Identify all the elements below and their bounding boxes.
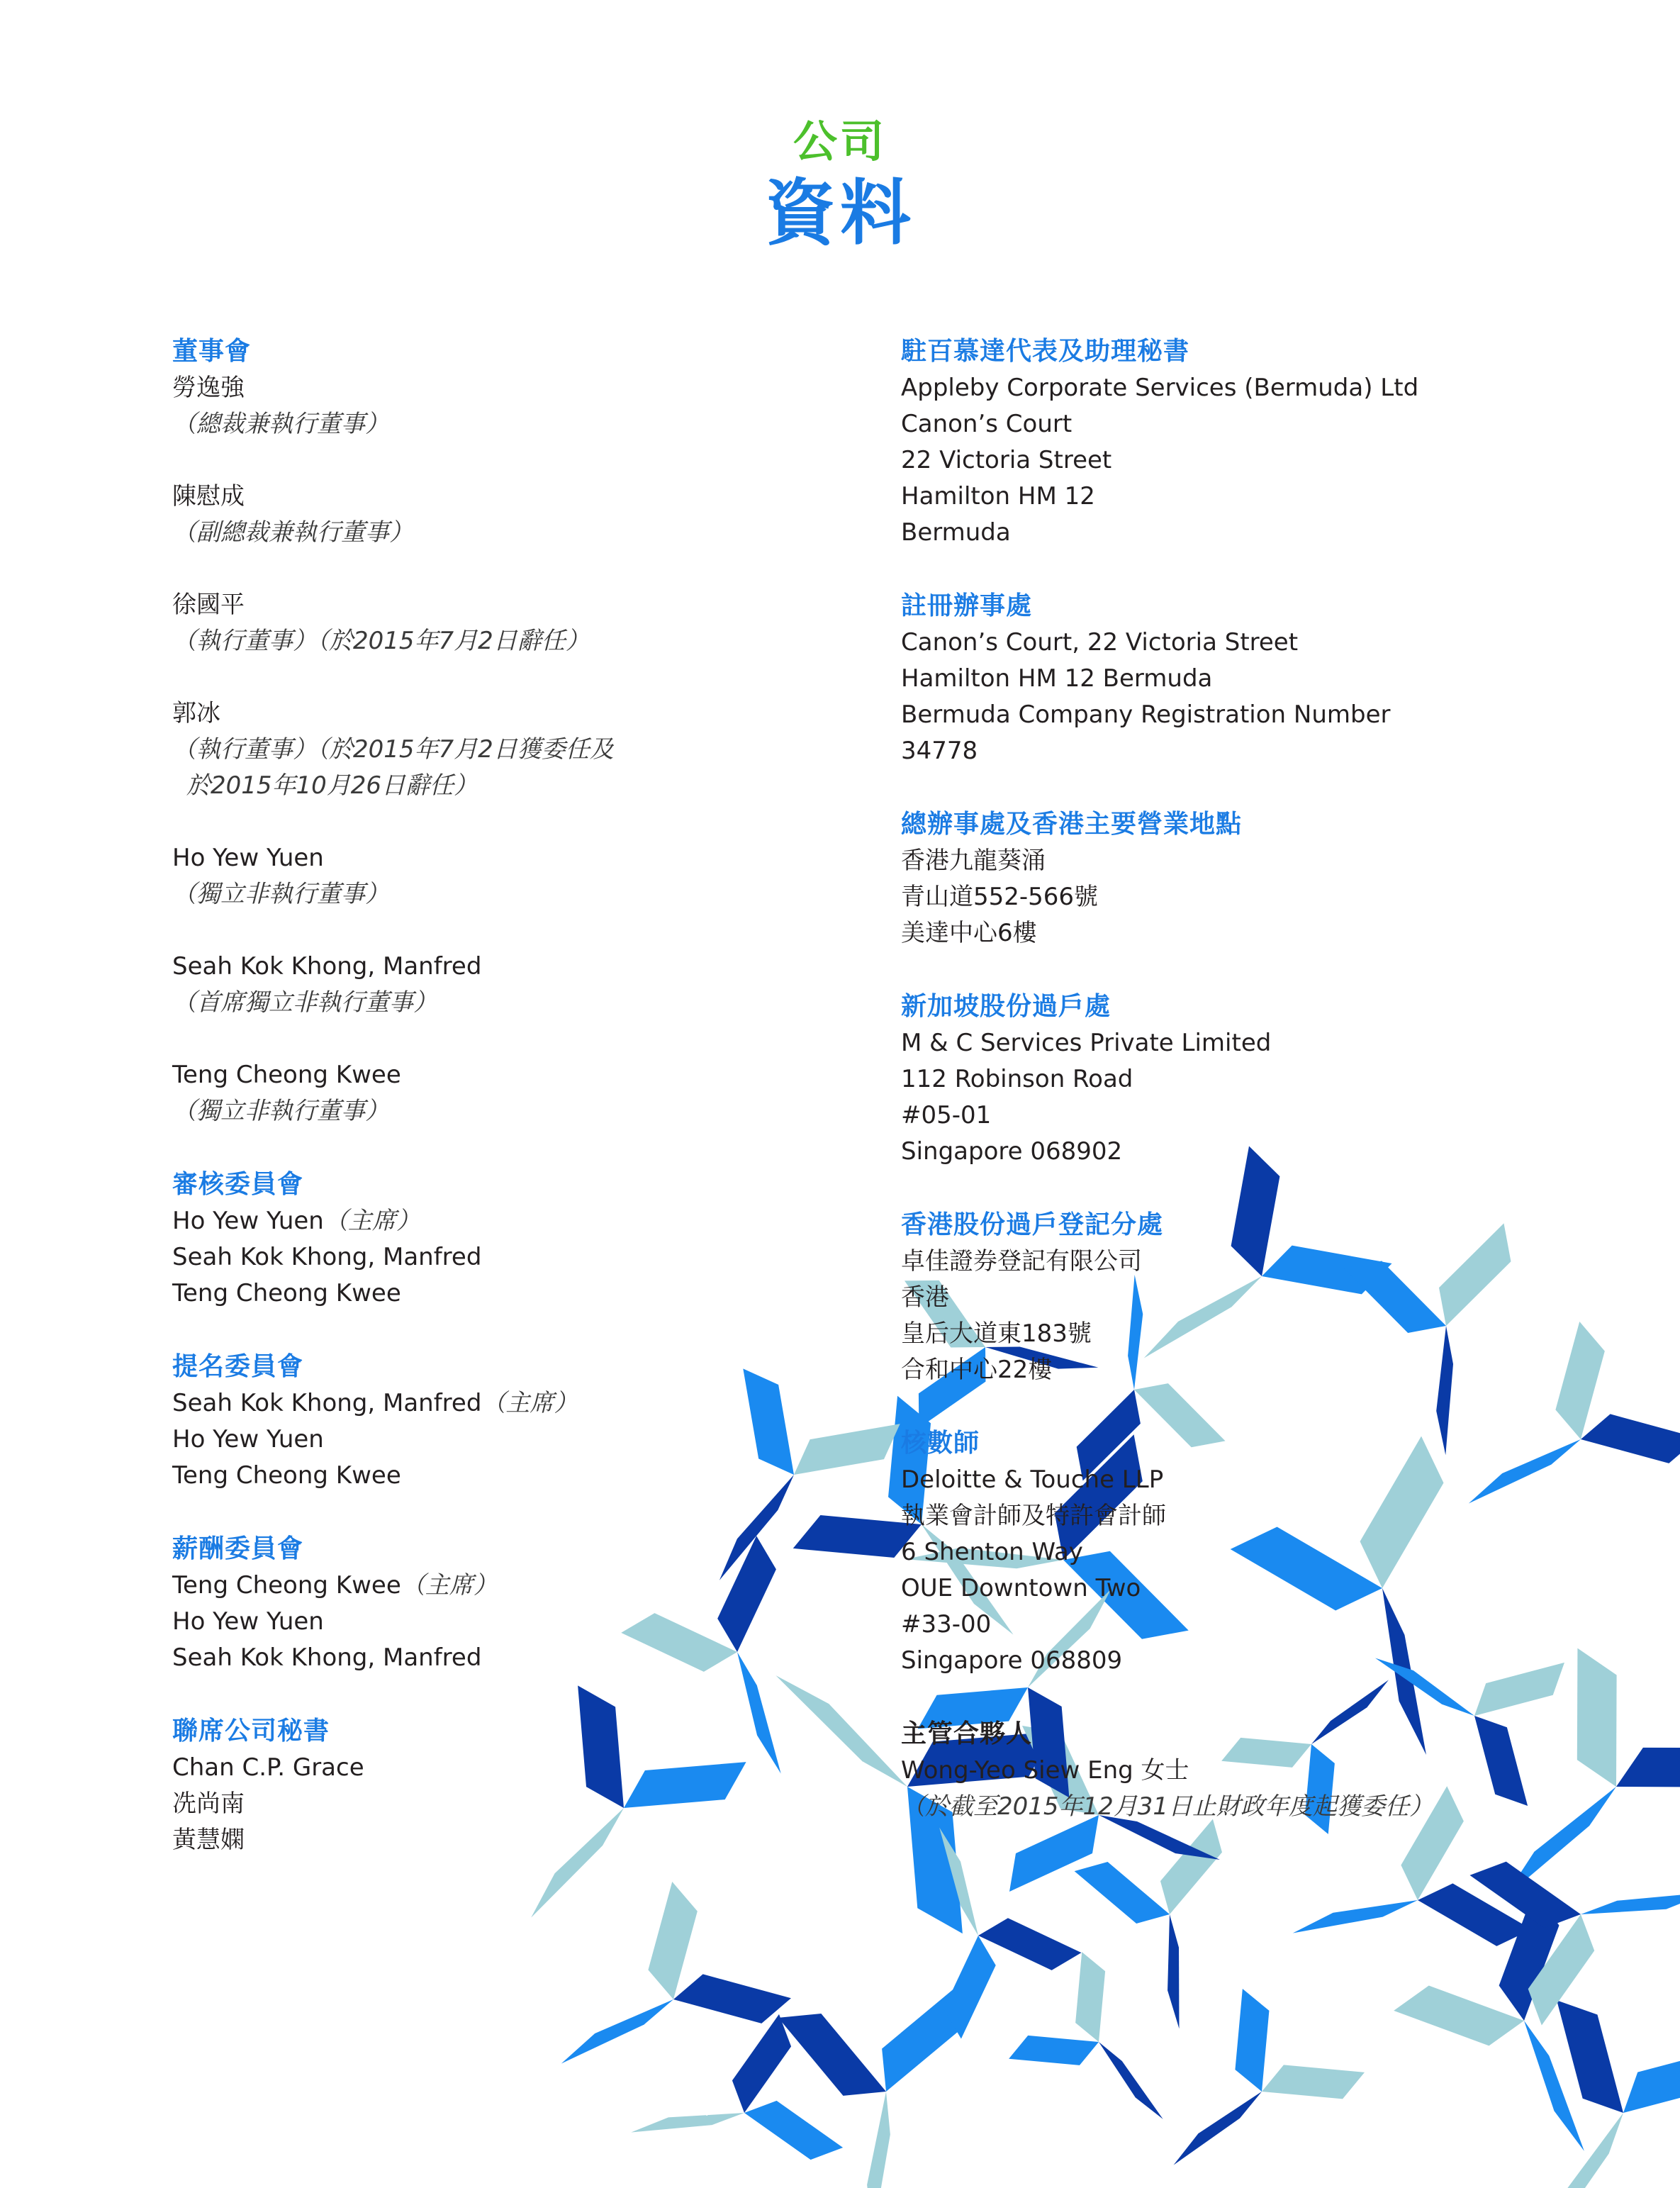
footer-text: 公司 | 二零 bbox=[588, 2092, 716, 2119]
address-line: Canon’s Court bbox=[901, 410, 1073, 438]
address-line: Singapore 068809 bbox=[901, 1646, 1123, 1675]
section-title: 聯席公司秘書 bbox=[172, 1717, 330, 1746]
left-column bbox=[172, 333, 810, 1895]
company-secretary-section bbox=[172, 1713, 810, 1858]
address-line: OUE Downtown Two bbox=[901, 1574, 1141, 1602]
address-line: Hamilton HM 12 bbox=[901, 482, 1095, 510]
address-line: 執業會計師及特許會計師 bbox=[901, 1502, 1166, 1530]
director-role: （執行董事）（於2015年7月2日獲委任及 bbox=[172, 735, 614, 764]
arrow-shape bbox=[1516, 2000, 1680, 2188]
director-name: 郭冰 bbox=[172, 699, 220, 727]
member-line: Ho Yew Yuen bbox=[172, 1425, 324, 1453]
arrow-shape bbox=[1394, 1880, 1680, 2176]
director-role: （副總裁兼執行董事） bbox=[172, 518, 413, 547]
director-role-continued: 於2015年10月26日辭任） bbox=[186, 771, 478, 800]
page-title: 資料 bbox=[765, 172, 915, 255]
address-line: #05-01 bbox=[901, 1101, 992, 1129]
address-line: 34778 bbox=[901, 737, 978, 765]
member-line: Ho Yew Yuen bbox=[172, 1607, 324, 1636]
director-name: 勞逸強 bbox=[172, 374, 245, 402]
section-title: 董事會 bbox=[172, 337, 252, 366]
section-title: 新加坡股份過戶處 bbox=[901, 992, 1111, 1021]
page-footer bbox=[553, 2088, 716, 2121]
member-line: Seah Kok Khong, Manfred bbox=[172, 1643, 482, 1672]
section-title: 審核委員會 bbox=[172, 1170, 304, 1199]
address-line: Appleby Corporate Services (Bermuda) Ltd bbox=[901, 374, 1419, 402]
remuneration-committee-section bbox=[172, 1531, 810, 1676]
section-title: 薪酬委員會 bbox=[172, 1534, 304, 1563]
address-line: Canon’s Court, 22 Victoria Street bbox=[901, 628, 1299, 657]
head-office-section bbox=[901, 806, 1652, 951]
section-title: 總辦事處及香港主要營業地點 bbox=[901, 810, 1243, 839]
section-title: 註冊辦事處 bbox=[901, 591, 1033, 620]
nomination-committee-section bbox=[172, 1349, 810, 1494]
registered-office-section bbox=[901, 588, 1652, 769]
address-line: 皇后大道東183號 bbox=[901, 1319, 1092, 1348]
address-line: #33-00 bbox=[901, 1610, 992, 1639]
singapore-registrar-section bbox=[901, 988, 1652, 1170]
address-line: 青山道552-566號 bbox=[901, 883, 1099, 911]
member-line: Teng Cheong Kwee（主席） bbox=[172, 1571, 498, 1600]
audit-committee-section bbox=[172, 1166, 810, 1312]
address-line: 合和中心22樓 bbox=[901, 1356, 1053, 1384]
member-line: Teng Cheong Kwee bbox=[172, 1461, 401, 1490]
board-section bbox=[172, 333, 810, 1129]
director-role: （總裁兼執行董事） bbox=[172, 410, 389, 438]
partner-role: （於截至2015年12月31日止財政年度起獲委任） bbox=[901, 1792, 1434, 1821]
director-name: Seah Kok Khong, Manfred bbox=[172, 952, 482, 981]
section-title: 提名委員會 bbox=[172, 1352, 304, 1381]
section-title: 主管合夥人 bbox=[901, 1719, 1033, 1748]
member-line: 冼尚南 bbox=[172, 1790, 245, 1818]
partner-name: Wong-Yeo Siew Eng 女士 bbox=[901, 1756, 1189, 1785]
member-line: Seah Kok Khong, Manfred（主席） bbox=[172, 1389, 578, 1417]
address-line: M & C Services Private Limited bbox=[901, 1029, 1272, 1057]
address-line: Hamilton HM 12 Bermuda bbox=[901, 664, 1213, 693]
hk-registrar-section bbox=[901, 1207, 1652, 1388]
arrow-shape bbox=[1149, 1989, 1370, 2188]
address-line: 香港 bbox=[901, 1283, 949, 1312]
section-title: 核數師 bbox=[901, 1429, 980, 1458]
address-line: Bermuda bbox=[901, 518, 1011, 547]
member-line: Chan C.P. Grace bbox=[172, 1753, 364, 1782]
member-line: Teng Cheong Kwee bbox=[172, 1279, 401, 1307]
member-line: 黃慧嫻 bbox=[172, 1826, 245, 1854]
address-line: 22 Victoria Street bbox=[901, 446, 1112, 474]
address-line: 112 Robinson Road bbox=[901, 1065, 1133, 1093]
address-line: 香港九龍葵涌 bbox=[901, 847, 1046, 875]
director-role: （獨立非執行董事） bbox=[172, 880, 389, 908]
arrow-shape bbox=[1009, 1947, 1215, 2140]
address-line: Singapore 068902 bbox=[901, 1137, 1123, 1166]
partner-section bbox=[901, 1716, 1652, 1825]
address-line: Deloitte & Touche LLP bbox=[901, 1466, 1164, 1494]
right-column bbox=[901, 333, 1652, 1862]
address-line: 6 Shenton Way bbox=[901, 1538, 1083, 1566]
member-line: Seah Kok Khong, Manfred bbox=[172, 1243, 482, 1271]
director-role: （執行董事）（於2015年7月2日辭任） bbox=[172, 627, 590, 655]
director-role: （首席獨立非執行董事） bbox=[172, 988, 437, 1017]
address-line: 美達中心6樓 bbox=[901, 919, 1037, 947]
member-line: Ho Yew Yuen（主席） bbox=[172, 1207, 420, 1235]
section-title: 駐百慕達代表及助理秘書 bbox=[901, 337, 1190, 366]
address-line: Bermuda Company Registration Number bbox=[901, 701, 1391, 729]
page-title-small: 公司 bbox=[793, 116, 887, 167]
director-name: 陳慰成 bbox=[172, 482, 245, 510]
director-name: Ho Yew Yuen bbox=[172, 844, 324, 872]
auditor-section bbox=[901, 1425, 1652, 1679]
section-title: 香港股份過戶登記分處 bbox=[901, 1210, 1164, 1239]
director-role: （獨立非執行董事） bbox=[172, 1097, 389, 1125]
address-line: 卓佳證券登記有限公司 bbox=[901, 1247, 1142, 1276]
director-name: 徐國平 bbox=[172, 591, 245, 619]
director-name: Teng Cheong Kwee bbox=[172, 1061, 401, 1089]
bermuda-representative-section bbox=[901, 333, 1652, 551]
page-number: 05 bbox=[553, 2091, 589, 2120]
